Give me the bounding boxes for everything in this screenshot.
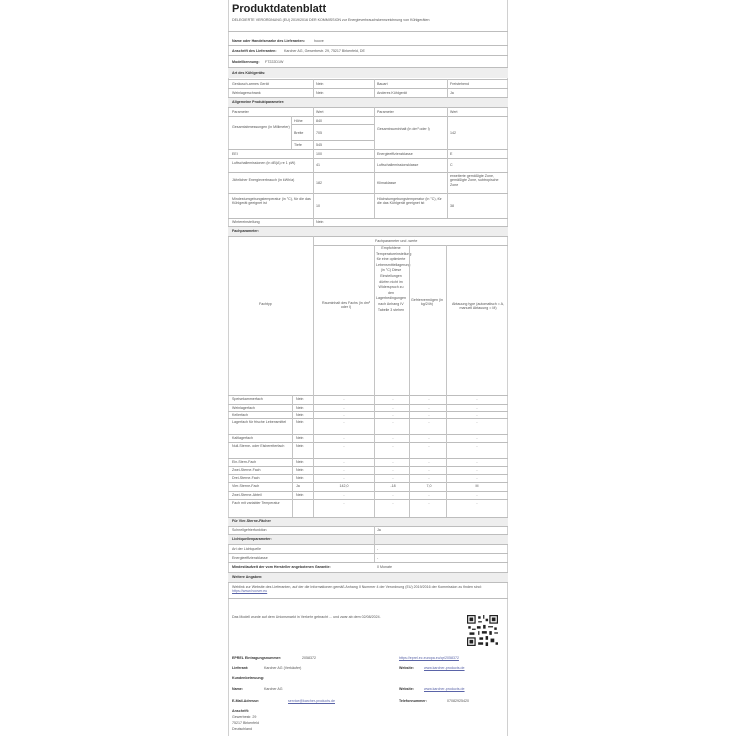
row-divider [228, 474, 508, 475]
compartment-value: - [428, 406, 430, 410]
address-label: Anschrift des Lieferanten: [232, 49, 277, 53]
divider [228, 553, 508, 554]
compartment-value: - [476, 468, 478, 472]
compartment-value: - [343, 493, 345, 497]
supplier-website-link[interactable]: https://www.hoover.eu [232, 589, 268, 594]
eei-value: 100 [316, 152, 322, 156]
compartment-value: - [428, 397, 430, 401]
compartment-value: - [392, 444, 394, 448]
compartment-value: - [343, 413, 345, 417]
compartment-value: - [476, 406, 478, 410]
compartment-value: - [392, 460, 394, 464]
divider [228, 45, 508, 46]
row-divider [228, 418, 508, 419]
compartment-value: - [343, 397, 345, 401]
design-value: Freistehend [450, 82, 469, 86]
divider [228, 88, 508, 89]
page-border-right [507, 0, 508, 736]
width-value: 705 [316, 131, 322, 135]
supplier-value: Karcher AG (Verkäufer) [264, 666, 302, 670]
email-link[interactable]: service@karcher-products.de [288, 699, 335, 703]
warranty-value: 0 Monate [377, 565, 392, 569]
col-defrost-type: Abtauung type (automatisch = A, manuell Abtauung = M) [451, 302, 505, 311]
market-note: Das Modell wurde auf dem Unionsmarkt in Verkehr gebracht ... und zwar ab dem 02/08/2024. [232, 615, 381, 619]
divider [228, 149, 508, 150]
other-label: Anderes Kühlgerät [377, 91, 407, 95]
section-bar [228, 573, 508, 582]
divider [228, 598, 508, 599]
compartment-present: Nein [296, 444, 304, 448]
device-type-label: Art des Kühlgeräts: [232, 71, 266, 75]
divider [228, 193, 508, 194]
row-divider [228, 434, 508, 435]
energy-class-label: Energieeffizienzklasse [377, 152, 413, 156]
min-temp-label: Mindestumgebungstemperatur (in °C), für die das Kühlgerät geeignet ist [232, 197, 311, 206]
compartment-present: Nein [296, 476, 304, 480]
depth-value: 545 [316, 143, 322, 147]
divider [228, 544, 508, 545]
compartment-value: - [343, 501, 345, 505]
height-label: Höhe [294, 119, 303, 123]
address-value: Karcher AG, Gewerbestr. 29, 75217 Birkenfeld, DE [284, 49, 365, 53]
compartment-value: - [476, 501, 478, 505]
eprel-link[interactable]: https://eprel.ec.europa.eu/qr/2058372 [399, 656, 459, 660]
compartment-value: - [476, 444, 478, 448]
col-volume: Rauminhalt des Fachs (in dm³ oder l) [322, 301, 370, 310]
row-divider [228, 491, 508, 492]
divider [228, 236, 508, 237]
params-header-param-2: Parameter [377, 110, 394, 114]
min-temp-value: 10 [316, 204, 320, 208]
eei-label: EEI [232, 152, 238, 156]
compartment-type: Vier-Sterne-Fach [232, 484, 260, 488]
compartment-type: Drei-Sterne-Fach [232, 476, 260, 480]
params-header-param: Parameter [232, 110, 249, 114]
params-header-value-2: Wert [450, 110, 458, 114]
address-footer-label: Anschrift: [232, 709, 249, 713]
width-label: Breite [294, 131, 304, 135]
divider [374, 79, 375, 97]
compartment-value: - [392, 397, 394, 401]
divider [313, 79, 314, 97]
phone-label: Telefonnummer: [399, 699, 427, 703]
compartment-value: - [392, 436, 394, 440]
compartment-type: Lagerfach für frische Lebensmittel [232, 420, 287, 424]
product-data-sheet [228, 0, 508, 736]
compartment-value: - [428, 460, 430, 464]
qr-code-icon[interactable] [467, 615, 498, 646]
model-value: FT222D1W [265, 60, 284, 64]
compartment-value: 7,0 [426, 484, 432, 488]
email-label: E-Mail-Adresse: [232, 699, 260, 703]
divider [228, 107, 508, 108]
compartment-value: - [428, 420, 430, 424]
section-bar [228, 227, 508, 236]
divider [374, 107, 375, 218]
light-type-value: - [377, 547, 379, 551]
divider [228, 55, 508, 56]
name-value: Karcher AG [264, 687, 283, 691]
divider [228, 395, 508, 396]
dims-label: Gesamtabmessungen (in Millimeter) [232, 125, 290, 129]
compartment-value: - [476, 413, 478, 417]
customer-service-label: Kundenbetreuung: [232, 676, 265, 680]
row-divider [228, 404, 508, 405]
compartment-value: - [343, 444, 345, 448]
supplier-label: Lieferant: [232, 666, 249, 670]
volume-label: Gesamtrauminhalt (in dm³ oder l) [377, 127, 430, 131]
compartment-value: - [428, 444, 430, 448]
compartment-value: - [476, 460, 478, 464]
divider [313, 236, 314, 517]
compartment-value: - [392, 501, 394, 505]
divider [291, 124, 374, 125]
light-class-value: - [377, 556, 379, 560]
divider [228, 158, 508, 159]
row-divider [228, 442, 508, 443]
divider [313, 245, 508, 246]
compartment-type: Zwei-Sterne-Abteil [232, 493, 262, 497]
divider [228, 582, 508, 583]
divider [292, 395, 293, 517]
divider [228, 172, 508, 173]
row-divider [228, 458, 508, 459]
name-label: Name: [232, 687, 243, 691]
compartment-present: Nein [296, 420, 304, 424]
compartment-value: - [476, 420, 478, 424]
winter-value: Nein [316, 220, 324, 224]
compartment-value: - [428, 476, 430, 480]
light-section-label: Lichtquellenparameter: [232, 537, 272, 541]
compartment-value: - [343, 436, 345, 440]
compartment-value: - [428, 468, 430, 472]
depth-label: Tiefe [294, 143, 302, 147]
compartments-group-header: Fachparameter und -werte [375, 239, 418, 243]
compartment-present: Nein [296, 493, 304, 497]
params-section-label: Allgemeine Produktparameter: [232, 100, 285, 104]
address-line-3: Deutschland [232, 727, 252, 731]
compartment-present: Nein [296, 468, 304, 472]
climate-class-value: erweiterte gemäßigte Zone, gemäßigte Zone, subtropische Zone [450, 174, 499, 187]
noise-class-label: Luftschallemissionsklasse [377, 163, 419, 167]
compartment-present: Nein [296, 406, 304, 410]
compartment-value: - [476, 476, 478, 480]
col-temperature: Empfohlene Temperatureinstellung für eine optimierte Lebensmittellagerung (in °C) Diese Einstellungen dürfen nicht im Widerspruch zu den Lagerbedingungen nach Anhang IV Tabelle 3 stehen [376, 246, 412, 312]
energy-class-value: E [450, 152, 453, 156]
compartment-present: Nein [296, 397, 304, 401]
divider [446, 245, 447, 517]
website-2-link[interactable]: www.karcher-products.de [424, 687, 465, 691]
website-link[interactable]: www.karcher-products.de [424, 666, 465, 670]
compartment-present: Nein [296, 436, 304, 440]
row-divider [228, 499, 508, 500]
compartment-value: - [476, 436, 478, 440]
light-type-label: Art der Lichtquelle [232, 547, 261, 551]
compartment-value: - [392, 493, 394, 497]
compartment-value: - [428, 413, 430, 417]
row-divider [228, 466, 508, 467]
compartment-value: - [392, 468, 394, 472]
divider [228, 218, 508, 219]
compartment-value: - [476, 493, 478, 497]
eprel-label: EPREL Eintragungsnummer: [232, 656, 282, 660]
compartment-value: - [392, 413, 394, 417]
compartment-value: - [428, 493, 430, 497]
divider [447, 107, 448, 218]
divider [409, 245, 410, 517]
compartment-value: M [475, 484, 479, 488]
compartments-section-label: Fachparameter: [232, 229, 259, 233]
compartment-value: - [343, 406, 345, 410]
noise-emission-label: Luftschallemissionen (in dB(A) re 1 pW) [232, 161, 296, 165]
height-value: 840 [316, 119, 322, 123]
noise-emission-value: 41 [316, 163, 320, 167]
col-freezing-capacity: Gefriervermögen (in kg/24h) [411, 298, 443, 307]
noise-label: Geräusch-armes Gerät [232, 82, 269, 86]
wine-label: Weinlagerschrank [232, 91, 261, 95]
other-value: Ja [450, 91, 454, 95]
compartment-value: 142,0 [339, 484, 349, 488]
quick-freeze-value: Ja [377, 528, 381, 532]
divider [447, 79, 448, 97]
eprel-value: 2058372 [302, 656, 316, 660]
compartment-value: - [428, 436, 430, 440]
compartment-value: - [343, 468, 345, 472]
row-divider [228, 482, 508, 483]
compartment-value: - [392, 406, 394, 410]
max-temp-value: 38 [450, 204, 454, 208]
divider [228, 526, 508, 527]
compartment-type: Ein-Stern-Fach [232, 460, 257, 464]
params-header-value: Wert [316, 110, 324, 114]
winter-label: Wintereinstellung [232, 220, 260, 224]
annual-energy-value: 182 [316, 181, 322, 185]
compartment-value: - [476, 397, 478, 401]
row-divider [228, 411, 508, 412]
phone-value: 07082925420 [447, 699, 469, 703]
divider [228, 79, 508, 80]
address-line-1: Gewerbestr. 29 [232, 715, 257, 719]
design-label: Bauart [377, 82, 388, 86]
compartment-type: Fach mit variabler Temperatur [232, 501, 280, 505]
page-border-left [228, 0, 229, 736]
divider [374, 245, 375, 517]
compartment-type: Zwei-Sterne-Fach [232, 468, 261, 472]
divider [228, 31, 508, 32]
compartment-present: Ja [296, 484, 300, 488]
noise-value: Nein [316, 82, 324, 86]
compartment-value: -18 [390, 484, 396, 488]
divider [313, 107, 314, 226]
noise-class-value: C [450, 163, 453, 167]
compartment-type: Speisekammerfach [232, 397, 263, 401]
more-info-text [232, 585, 504, 594]
compartment-value: - [343, 476, 345, 480]
light-class-label: Energieeffizienzklasse [232, 556, 268, 560]
compartment-type: Null-Sterne- oder Eisbereiterfach [232, 444, 285, 448]
more-info-description: Weblink zur Website des Lieferanten, auf der die Informationen gemäß Anhang II Nummer 4 der Verordnung (EU) 2019/2016 der Kommission zu finden sind: [232, 585, 482, 589]
volume-value: 142 [450, 131, 456, 135]
max-temp-label: Höchstumgebungstemperatur (in °C), für die das Kühlgerät geeignet ist [377, 197, 442, 206]
more-info-label: Weitere Angaben: [232, 575, 263, 579]
climate-class-label: Klimaklasse [377, 181, 397, 185]
model-label: Modellkennung: [232, 60, 260, 64]
compartment-value: - [343, 420, 345, 424]
divider [374, 526, 375, 562]
annual-energy-label: Jährlicher Energieverbrauch (in kWh/a) [232, 178, 295, 182]
website-2-label: Website: [399, 687, 414, 691]
four-star-label: Für Vier-Sterne-Fächer [232, 519, 271, 523]
trademark-value: hoove [314, 39, 324, 43]
compartment-value: - [392, 476, 394, 480]
compartment-present: Nein [296, 460, 304, 464]
trademark-label: Name oder Handelsmarke des Lieferanten: [232, 39, 305, 43]
compartment-present: Nein [296, 413, 304, 417]
regulation-subtitle: DELEGIERTE VERORDNUNG (EU) 2019/2016 DER KOMMISSION zur Energieverbrauchskennzeichnung von Kühlgeräten [232, 18, 430, 22]
warranty-label: Mindestlaufzeit der vom Hersteller angebotenen Garantie: [232, 565, 331, 569]
page-title: Produktdatenblatt [232, 3, 327, 15]
compartment-type: Weinlagerfach [232, 406, 255, 410]
compartment-value: - [392, 420, 394, 424]
website-label: Website: [399, 666, 414, 670]
section-bar [228, 68, 508, 78]
divider [228, 116, 508, 117]
divider [291, 116, 292, 149]
wine-value: Nein [316, 91, 324, 95]
col-compartment-type: Fachtyp [259, 302, 272, 306]
address-line-2: 75217 Birkenfeld [232, 721, 259, 725]
compartment-type: Kellerfach [232, 413, 248, 417]
quick-freeze-label: Schnellgefrierfunktion [232, 528, 267, 532]
divider [228, 562, 508, 563]
compartment-type: Kaltlagerfach [232, 436, 253, 440]
divider [291, 140, 374, 141]
compartment-value: - [428, 501, 430, 505]
compartment-value: - [343, 460, 345, 464]
